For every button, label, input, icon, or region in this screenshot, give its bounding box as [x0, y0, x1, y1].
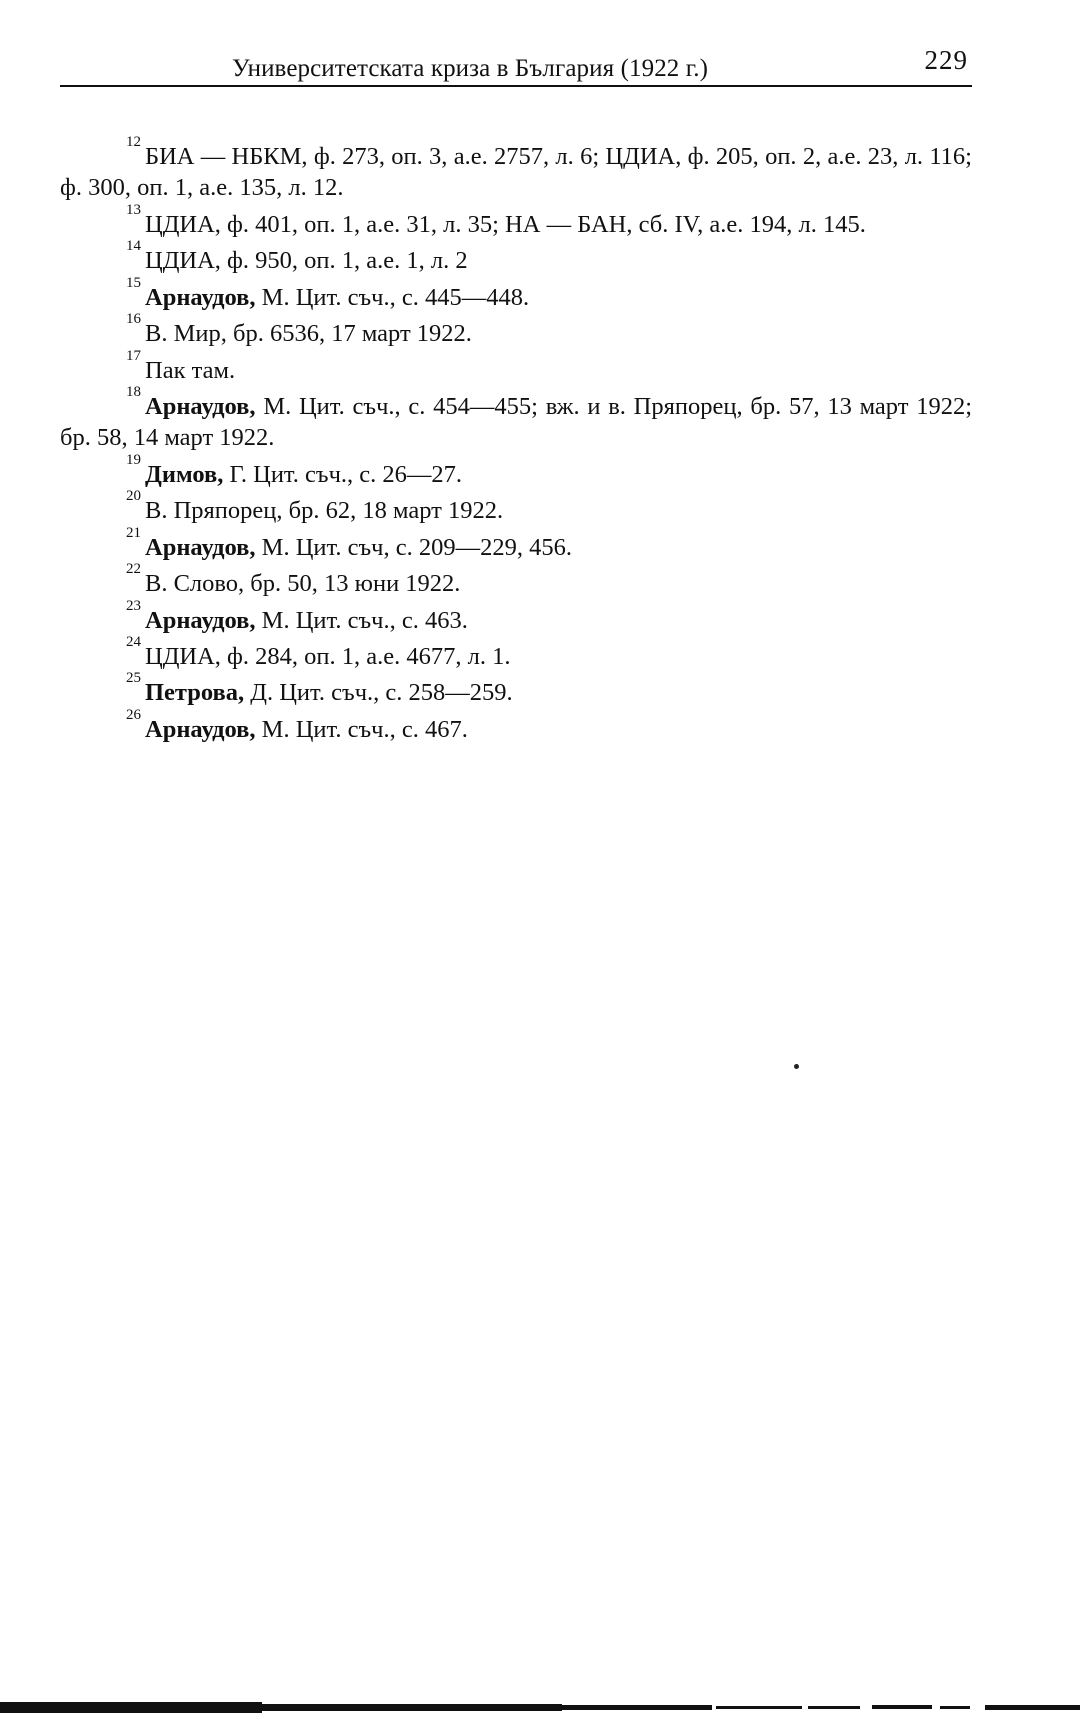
footnote	[60, 524, 972, 563]
footnote	[60, 240, 972, 276]
footnote	[60, 706, 972, 745]
edge-segment	[808, 1706, 860, 1709]
edge-segment	[262, 1704, 562, 1711]
scan-speck	[794, 1064, 799, 1069]
footnote-number: 26	[126, 706, 141, 723]
footnote-number: 14	[126, 238, 141, 255]
footnote	[60, 563, 972, 599]
edge-segment	[0, 1702, 262, 1713]
footnote	[60, 490, 972, 526]
footnote	[60, 451, 972, 490]
footnote-text: Д. Цит. съч., с. 258—259.	[250, 679, 513, 707]
footnote-text: М. Цит. съч, с. 209—229, 456.	[261, 533, 572, 561]
footnote-number: 20	[126, 488, 141, 505]
edge-segment	[940, 1706, 970, 1709]
footnote	[60, 636, 972, 672]
footnote-number: 15	[126, 274, 141, 291]
footnote	[60, 201, 972, 240]
footnote-number: 13	[126, 201, 141, 218]
footnote	[60, 672, 972, 708]
footnote-text: ЦДИА, ф. 284, оп. 1, а.е. 4677, л. 1.	[145, 643, 511, 671]
footnote-author: Арнаудов,	[145, 606, 256, 634]
footnote-number: 17	[126, 347, 141, 364]
footnote-number: 19	[126, 451, 141, 468]
footnote	[60, 136, 972, 204]
footnote-text: В. Слово, бр. 50, 13 юни 1922.	[145, 570, 461, 598]
footnote-text: ЦДИА, ф. 950, оп. 1, а.е. 1, л. 2	[145, 247, 468, 275]
footnote-number: 16	[126, 311, 141, 328]
footnote-number: 25	[126, 670, 141, 687]
running-title: Университетската криза в България (1922 г.)	[232, 55, 709, 82]
footnote-text: БИА — НБКМ, ф. 273, оп. 3, а.е. 2757, л. 6; ЦДИА, ф. 205, оп. 2, а.е. 23, л. 116; ф. 300, оп. 1, а.е. 135, л. 12.	[60, 143, 972, 202]
footnote-author: Арнаудов,	[145, 533, 256, 561]
footnote-text: М. Цит. съч., с. 454—455; вж. и в. Пряпорец, бр. 57, 13 март 1922; бр. 58, 14 март 1922.	[60, 393, 973, 452]
footnote-text: В. Мир, бр. 6536, 17 март 1922.	[145, 320, 472, 348]
footnote-text: М. Цит. съч., с. 445—448.	[261, 283, 530, 311]
edge-segment	[985, 1705, 1080, 1710]
footnote	[60, 313, 972, 349]
footnote-author: Петрова,	[145, 679, 245, 707]
footnote-author: Арнаудов,	[145, 283, 256, 311]
footnote	[60, 597, 972, 636]
header-rule	[60, 85, 972, 87]
edge-segment	[562, 1705, 712, 1710]
footnote	[60, 386, 972, 454]
footnote	[60, 274, 972, 313]
scan-bottom-edge	[0, 1694, 1080, 1713]
page-header	[60, 40, 972, 88]
footnote-number: 12	[126, 134, 141, 150]
edge-segment	[716, 1706, 802, 1709]
footnote-text: Г. Цит. съч., с. 26—27.	[229, 460, 463, 488]
footnote-text: М. Цит. съч., с. 467.	[261, 716, 468, 744]
footnote-number: 21	[126, 524, 141, 541]
footnote	[60, 347, 972, 386]
footnote-number: 24	[126, 634, 141, 651]
footnote-author: Арнаудов,	[145, 716, 256, 744]
footnote-number: 18	[126, 384, 141, 401]
footnotes-list	[60, 136, 972, 745]
footnote-text: М. Цит. съч., с. 463.	[261, 606, 468, 634]
page-number: 229	[924, 45, 968, 75]
footnote-text: В. Пряпорец, бр. 62, 18 март 1922.	[145, 497, 504, 525]
footnote-number: 22	[126, 561, 141, 578]
footnote-number: 23	[126, 597, 141, 614]
footnote-text: ЦДИА, ф. 401, оп. 1, а.е. 31, л. 35; НА — БАН, сб. IV, а.е. 194, л. 145.	[145, 210, 866, 238]
footnote-text: Пак там.	[145, 356, 236, 384]
edge-segment	[872, 1705, 932, 1709]
footnote-author: Димов,	[145, 460, 224, 488]
footnote-author: Арнаудов,	[145, 393, 256, 421]
